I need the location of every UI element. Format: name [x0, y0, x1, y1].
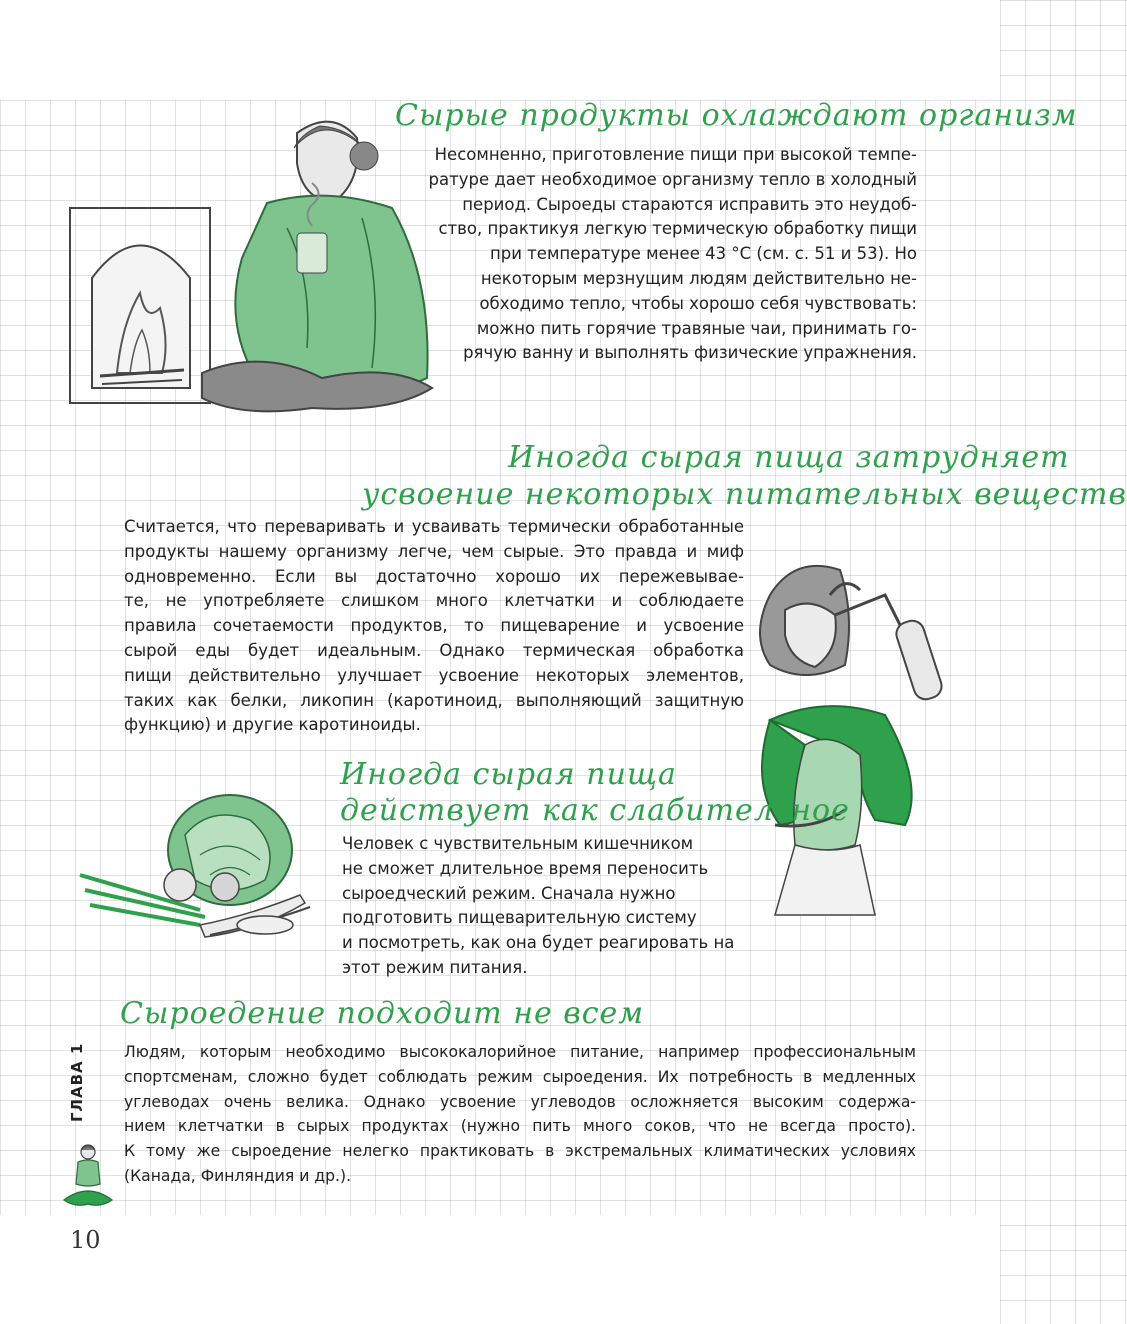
section4-line: (Канада, Финляндия и др.). — [124, 1166, 352, 1185]
section2-line: сырой еды будет идеальным. Однако термическая обработка — [124, 640, 744, 660]
section1-line: обходимо тепло, чтобы хорошо себя чувствовать: — [479, 293, 917, 313]
section3-line: Человек с чувствительным кишечником — [342, 834, 694, 853]
woman-stomachache-illustration — [735, 555, 945, 915]
section1-line: ство, практикуя легкую термическую обработку пищи — [438, 219, 917, 239]
section2-line: Считается, что переваривать и усваивать термически обработанные — [124, 517, 744, 536]
section3-line: и посмотреть, как она будет реагировать на — [342, 933, 735, 953]
chapter-label: ГЛАВА 1 — [68, 1042, 86, 1122]
section4-paragraph — [124, 1040, 916, 1189]
section3-paragraph — [342, 832, 742, 981]
section3-line: этот режим питания. — [342, 957, 528, 977]
section4-heading: Сыроедение подходит не всем — [120, 996, 645, 1031]
section2-heading-line2: усвоение некоторых питательных веществ — [362, 477, 1127, 512]
section3-line: подготовить пищеварительную систему — [342, 908, 697, 928]
section2-line: те, не употребляете слишком много клетчатки и соблюдаете — [124, 591, 744, 611]
section1-line: рячую ванну и выполнять физические упражнения. — [463, 343, 917, 363]
section2-line: одновременно. Если вы достаточно хорошо их пережевывае- — [124, 566, 744, 586]
page-bottom-margin — [0, 1215, 1000, 1324]
section1-line: ратуре дает необходимое организму тепло в холодный — [428, 169, 917, 189]
section1-line: некоторым мерзнущим людям действительно не- — [480, 268, 917, 288]
section4-line: углеводах очень велика. Однако усвоение углеводов осложняется высоким содержа- — [124, 1092, 916, 1111]
page-number: 10 — [70, 1226, 101, 1254]
section4-line: Людям, которым необходимо высококалорийное питание, например профессиональным — [124, 1043, 916, 1061]
section1-heading: Сырые продукты охлаждают организм — [395, 98, 1078, 133]
section2-line: продукты нашему организму легче, чем сырые. Это правда и миф — [124, 541, 744, 561]
section2-line: пищи действительно улучшает усвоение некоторых элементов, — [124, 665, 744, 685]
section2-line: правила сочетаемости продуктов, то пищеварение и усвоение — [124, 616, 744, 636]
section2-heading-line1: Иногда сырая пища затрудняет — [508, 440, 1070, 475]
section2-paragraph — [124, 515, 744, 738]
section4-line: нием клетчатки в сырых продуктах (нужно пить много соков, что не всегда просто). — [124, 1117, 916, 1136]
section1-line: период. Сыроеды стараются исправить это неудоб- — [462, 194, 917, 214]
section2-line: таких как белки, ликопин (каротиноид, выполняющий защитную — [124, 690, 744, 710]
chapter-figure-icon — [60, 1142, 116, 1210]
section1-paragraph — [405, 143, 917, 366]
page-top-margin — [0, 0, 1000, 100]
section1-line: можно пить горячие травяные чаи, принимать го- — [476, 318, 917, 338]
section1-line: Несомненно, приготовление пищи при высокой темпе- — [434, 145, 917, 164]
vegetables-illustration — [80, 775, 320, 950]
section3-heading-line2: действует как слабительное — [340, 793, 850, 828]
section3-line: не сможет длительное время переносить — [342, 858, 709, 878]
section3-heading-line1: Иногда сырая пища — [340, 757, 677, 792]
section3-line: сыроедческий режим. Сначала нужно — [342, 883, 676, 903]
section4-line: спортсменам, сложно будет соблюдать режим сыроедения. Их потребность в медленных — [124, 1067, 916, 1086]
woman-fireplace-illustration — [62, 108, 442, 438]
section2-line: функцию) и другие каротиноиды. — [124, 715, 421, 735]
section4-line: К тому же сыроедение нелегко практиковать в экстремальных климатических условиях — [124, 1142, 916, 1161]
section1-line: при температуре менее 43 °С (см. с. 51 и 53). Но — [489, 244, 917, 264]
